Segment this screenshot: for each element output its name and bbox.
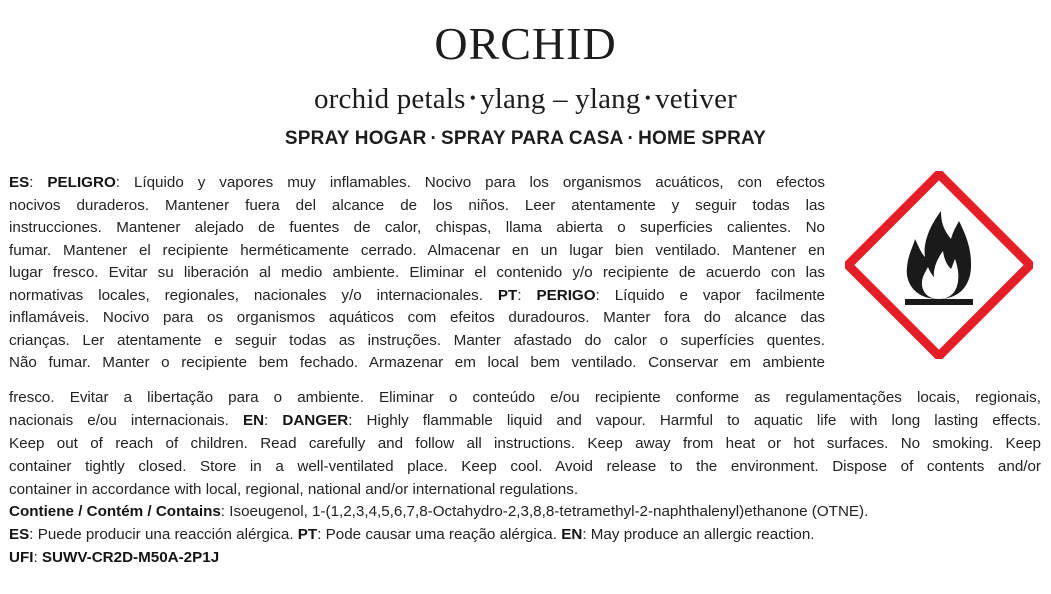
hazard-line: Keep out of reach of children. Read carefully and follow all instructions. Keep away from heat or hot surfaces. No smoking. Keep [9, 435, 1041, 452]
subtitle-separator: · [430, 128, 438, 149]
note-separator: • [469, 88, 477, 108]
note-separator: • [644, 88, 652, 108]
subtitle-separator: · [627, 128, 635, 149]
note-2: ylang – ylang [480, 83, 641, 115]
hazard-line: fresco. Evitar a libertação para o ambiente. Eliminar o conteúdo e/ou recipiente conforme as regulamentações locais, regionais, [9, 389, 1041, 406]
hazard-line: container in accordance with local, regional, national and/or international regulations. [9, 481, 579, 498]
flame-icon [845, 171, 1033, 359]
contains-value: Isoeugenol, 1-(1,2,3,4,5,6,7,8-Octahydro-2,3,8,8-tetramethyl-2-naphthalenyl)ethanone (OTNE). [229, 503, 869, 520]
hazard-line: ES: PELIGRO: Líquido y vapores muy inflamables. Nocivo para los organismos acuáticos, con efectos [9, 174, 825, 191]
ufi-value: SUWV-CR2D-M50A-2P1J [41, 549, 220, 566]
note-1: orchid petals [313, 83, 466, 115]
hazard-line: nacionais e/ou internacionais. EN: DANGER: Highly flammable liquid and vapour. Harmful to aquatic life with long lasting effects. [9, 412, 1041, 429]
hazard-statements-top [9, 172, 825, 375]
hazard-line: Não fumar. Manter o recipiente bem fechado. Armazenar em local bem ventilado. Conservar em ambiente [9, 354, 825, 371]
note-3: vetiver [655, 83, 737, 115]
hazard-line: instrucciones. Mantener alejado de fuentes de calor, chispas, llama abierta o superficies calientes. No [9, 219, 825, 236]
composition-info [9, 500, 1041, 569]
product-type-en: HOME SPRAY [638, 128, 767, 149]
hazard-line: lugar fresco. Evitar su liberación al medio ambiente. Eliminar el contenido y/o recipiente de acuerdo con las [9, 264, 825, 281]
ufi-row: UFI: SUWV-CR2D-M50A-2P1J [9, 549, 220, 566]
allergy-row: ES: Puede producir una reacción alérgica. PT: Pode causar uma reação alérgica. EN: May produce an allergic reaction. [9, 526, 815, 543]
hazard-line: container tightly closed. Store in a well-ventilated place. Keep cool. Avoid release to the environment. Dispose of contents and/or [9, 458, 1041, 475]
product-type-pt: SPRAY PARA CASA [441, 128, 624, 149]
ufi-label: UFI [9, 549, 34, 566]
hazard-statements-bottom [9, 386, 1041, 501]
lang-label-en: EN [242, 412, 265, 429]
hazard-line: normativas locales, regionales, nacionales y/o internacionales. PT: PERIGO: Líquido e vapor facilmente [9, 286, 825, 304]
signal-word-es: PELIGRO [47, 174, 116, 191]
signal-word-pt: PERIGO [536, 286, 596, 304]
product-type-es: SPRAY HOGAR [284, 128, 427, 149]
product-type [0, 126, 1051, 152]
hazard-line: fumar. Mantener el recipiente herméticamente cerrado. Almacenar en un lugar bien ventilado. Mantener en [9, 241, 825, 259]
lang-label-es: ES [9, 174, 30, 191]
hazard-line: crianças. Ler atentamente e seguir todas as instruções. Manter afastado do calor o superfícies quentes. [9, 331, 825, 349]
hazard-line: inflamáveis. Nocivo para os organismos aquáticos com efeitos duradouros. Manter fora do alcance das [9, 309, 825, 326]
product-title: ORCHID [434, 18, 617, 69]
signal-word-en: DANGER [282, 412, 349, 429]
fragrance-notes [0, 80, 1051, 117]
lang-label-pt: PT [497, 286, 518, 304]
contains-label: Contiene / Contém / Contains [9, 503, 221, 520]
contains-row: Contiene / Contém / Contains: Isoeugenol, 1-(1,2,3,4,5,6,7,8-Octahydro-2,3,8,8-tetramethyl-2-naphthalenyl)ethanone (OTNE). [9, 503, 869, 520]
hazard-line: nocivos duraderos. Mantener fuera del alcance de los niños. Leer atentamente y seguir todas las [9, 196, 825, 214]
